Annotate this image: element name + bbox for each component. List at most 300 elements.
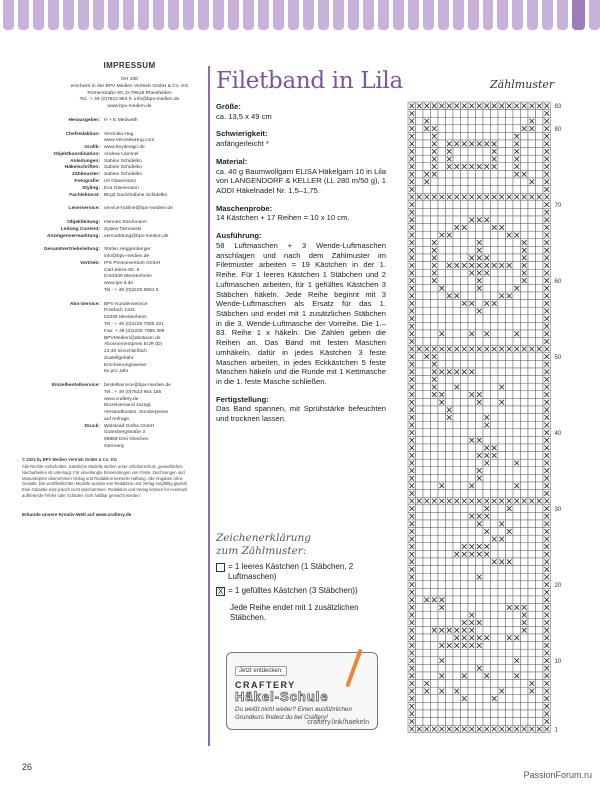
chart-cell	[483, 110, 491, 118]
chart-cell	[446, 550, 454, 558]
chart-cell	[506, 277, 514, 285]
chart-cell	[453, 376, 461, 384]
chart-cell	[506, 695, 514, 703]
chart-cell	[521, 649, 529, 657]
chart-cell	[521, 558, 529, 566]
chart-cell	[521, 444, 529, 452]
chart-cell	[416, 163, 424, 171]
chart-cell	[416, 490, 424, 498]
chart-cell	[528, 482, 536, 490]
chart-cell	[536, 664, 544, 672]
chart-cell	[528, 649, 536, 657]
chart-cell	[528, 300, 536, 308]
chart-cell	[536, 429, 544, 437]
credit-label: Zählmuster:	[72, 172, 100, 178]
chart-cell	[491, 277, 499, 285]
chart-cell	[453, 664, 461, 672]
chart-cell	[446, 588, 454, 596]
chart-cell	[461, 148, 469, 156]
chart-cell	[491, 505, 499, 513]
chart-cell	[423, 520, 431, 528]
chart-cell	[446, 695, 454, 703]
chart-cell	[513, 292, 521, 300]
chart-cell	[446, 383, 454, 391]
chart-cell	[438, 459, 446, 467]
chart-cell	[536, 588, 544, 596]
chart-cell	[446, 178, 454, 186]
chart-cell	[431, 284, 439, 292]
chart-cell	[521, 528, 529, 536]
chart-cell	[521, 588, 529, 596]
chart-cell	[513, 398, 521, 406]
chart-cell	[483, 482, 491, 490]
chart-cell	[528, 718, 536, 726]
chart-cell	[416, 315, 424, 323]
chart-cell	[476, 588, 484, 596]
chart-cell	[431, 482, 439, 490]
chart-cell	[423, 421, 431, 429]
credit-row	[22, 118, 197, 125]
chart-cell	[483, 718, 491, 726]
chart-cell	[453, 353, 461, 361]
chart-cell	[453, 573, 461, 581]
chart-cell	[461, 284, 469, 292]
chart-cell	[453, 186, 461, 194]
chart-cell	[438, 406, 446, 414]
chart-cell	[446, 338, 454, 346]
chart-cell	[461, 581, 469, 589]
credit-label: Einzelbestellservice:	[51, 383, 100, 389]
chart-cell	[521, 148, 529, 156]
chart-cell	[446, 117, 454, 125]
chart-cell	[521, 718, 529, 726]
chart-cell	[476, 528, 484, 536]
chart-cell	[498, 680, 506, 688]
chart-cell	[521, 360, 529, 368]
legend-heading-1: Zeichenerklärung	[216, 532, 311, 544]
chart-cell	[453, 269, 461, 277]
chart-cell	[528, 330, 536, 338]
chart-cell	[423, 414, 431, 422]
tab-marker	[123, 0, 134, 30]
chart-cell	[506, 360, 514, 368]
chart-cell	[438, 634, 446, 642]
chart-cell	[483, 125, 491, 133]
chart-cell	[416, 246, 424, 254]
chart-cell	[483, 535, 491, 543]
chart-cell	[491, 398, 499, 406]
chart-cell	[431, 672, 439, 680]
chart-cell	[468, 710, 476, 718]
credit-row	[22, 206, 197, 213]
chart-cell	[453, 201, 461, 209]
chart-cell	[431, 695, 439, 703]
chart-cell	[438, 178, 446, 186]
tab-marker	[93, 0, 104, 30]
chart-cell	[506, 642, 514, 650]
chart-cell	[536, 170, 544, 178]
credit-row	[22, 444, 197, 451]
row-label: 50	[554, 354, 562, 361]
chart-cell	[476, 376, 484, 384]
credit-row	[22, 254, 197, 261]
chart-cell	[476, 444, 484, 452]
credit-row	[22, 315, 197, 322]
chart-cell	[536, 178, 544, 186]
chart-cell	[461, 558, 469, 566]
chart-cell	[513, 588, 521, 596]
chart-cell	[416, 224, 424, 232]
chart-cell	[513, 186, 521, 194]
credit-row	[22, 349, 197, 356]
chart-cell	[491, 110, 499, 118]
credit-label	[22, 308, 104, 315]
chart-cell	[416, 239, 424, 247]
chart-cell	[513, 383, 521, 391]
chart-cell	[468, 573, 476, 581]
credit-label: Häkelschriften:	[64, 165, 100, 171]
legend-empty-cell: = 1 leeres Kästchen (1 Stäbchen, 2 Luftmaschen)	[216, 562, 386, 582]
chart-cell	[513, 315, 521, 323]
chart-cell	[528, 664, 536, 672]
chart-cell	[491, 383, 499, 391]
chart-cell	[423, 566, 431, 574]
chart-cell	[521, 391, 529, 399]
chart-cell	[453, 148, 461, 156]
chart-cell	[528, 535, 536, 543]
chart-title: Zählmuster	[490, 78, 555, 91]
chart-cell	[423, 490, 431, 498]
chart-cell	[468, 672, 476, 680]
credit-row	[22, 356, 197, 363]
chart-cell	[521, 163, 529, 171]
chart-cell	[491, 436, 499, 444]
chart-cell	[536, 148, 544, 156]
chart-cell	[438, 239, 446, 247]
chart-cell	[423, 550, 431, 558]
chart-cell	[528, 710, 536, 718]
chart-cell	[453, 170, 461, 178]
chart-cell	[536, 619, 544, 627]
chart-cell	[513, 368, 521, 376]
chart-cell	[461, 573, 469, 581]
chart-cell	[513, 642, 521, 650]
chart-cell	[528, 155, 536, 163]
chart-cell	[453, 482, 461, 490]
chart-cell	[423, 224, 431, 232]
chart-cell	[416, 680, 424, 688]
chart-cell	[453, 596, 461, 604]
chart-cell	[506, 269, 514, 277]
chart-cell	[446, 421, 454, 429]
chart-cell	[438, 140, 446, 148]
chart-cell	[416, 619, 424, 627]
credits-management	[22, 220, 197, 240]
chart-cell	[513, 505, 521, 513]
chart-cell	[446, 596, 454, 604]
chart-cell	[536, 201, 544, 209]
chart-cell	[446, 490, 454, 498]
chart-cell	[438, 376, 446, 384]
chart-cell	[513, 710, 521, 718]
chart-cell	[506, 429, 514, 437]
chart-cell	[461, 110, 469, 118]
chart-cell	[416, 284, 424, 292]
chart-cell	[491, 216, 499, 224]
chart-cell	[506, 702, 514, 710]
chart-cell	[476, 429, 484, 437]
credit-value: Fax: + 49 (0)2225 7085 399	[104, 328, 165, 334]
chart-cell	[453, 528, 461, 536]
chart-cell	[431, 117, 439, 125]
chart-cell	[476, 672, 484, 680]
chart-cell	[446, 208, 454, 216]
chart-cell	[416, 467, 424, 475]
chart-cell	[438, 421, 446, 429]
chart-cell	[521, 383, 529, 391]
chart-cell	[416, 626, 424, 634]
credit-value: Stefan Heggenberger	[104, 247, 151, 253]
chart-cell	[423, 163, 431, 171]
chart-cell	[468, 687, 476, 695]
chart-cell	[506, 649, 514, 657]
chart-cell	[498, 414, 506, 422]
chart-cell	[528, 619, 536, 627]
chart-cell	[513, 550, 521, 558]
chart-cell	[498, 459, 506, 467]
chart-cell	[461, 421, 469, 429]
chart-cell	[446, 657, 454, 665]
chart-cell	[521, 512, 529, 520]
chart-cell	[438, 170, 446, 178]
chart-cell	[423, 543, 431, 551]
chart-cell	[423, 581, 431, 589]
credit-label: Objektkoordination:	[53, 151, 100, 157]
chart-cell	[521, 330, 529, 338]
chart-cell	[506, 710, 514, 718]
publisher-line: Tel.: + 49 (0)7623 964 0, info@bpv-medien.de	[79, 97, 180, 103]
chart-cell	[491, 322, 499, 330]
tab-marker	[183, 0, 194, 30]
chart-cell	[416, 398, 424, 406]
chart-cell	[536, 216, 544, 224]
chart-cell	[513, 360, 521, 368]
chart-cell	[491, 604, 499, 612]
chart-cell	[528, 360, 536, 368]
chart-cell	[528, 459, 536, 467]
chart-cell	[453, 414, 461, 422]
chart-cell	[498, 550, 506, 558]
chart-cell	[476, 132, 484, 140]
chart-cell	[423, 657, 431, 665]
tab-marker	[497, 0, 508, 30]
copyright: © 2024 by BPV Medien Vertrieb GmbH & Co. KG	[22, 456, 118, 462]
chart-cell	[506, 406, 514, 414]
credit-row	[22, 322, 197, 329]
chart-cell	[491, 482, 499, 490]
chart-cell	[476, 421, 484, 429]
credit-label	[22, 254, 104, 261]
chart-cell	[513, 125, 521, 133]
chart-cell	[513, 353, 521, 361]
chart-cell	[528, 528, 536, 536]
chart-cell	[416, 664, 424, 672]
chart-cell	[536, 125, 544, 133]
chart-cell	[528, 474, 536, 482]
chart-cell	[491, 718, 499, 726]
chart-cell	[476, 315, 484, 323]
tab-marker	[393, 0, 404, 30]
chart-cell	[446, 398, 454, 406]
chart-cell	[446, 619, 454, 627]
chart-cell	[491, 421, 499, 429]
chart-cell	[536, 269, 544, 277]
credit-label	[22, 437, 104, 444]
chart-cell	[468, 110, 476, 118]
chart-cell	[513, 269, 521, 277]
chart-cell	[438, 649, 446, 657]
tab-marker	[108, 0, 119, 30]
chart-cell	[446, 474, 454, 482]
chart-cell	[491, 307, 499, 315]
chart-cell	[423, 292, 431, 300]
chart-cell	[476, 406, 484, 414]
credit-value: Sabine Schidelko	[104, 158, 142, 164]
chart-cell	[468, 604, 476, 612]
chart-cell	[416, 307, 424, 315]
ad-link[interactable]: craftery.link/haekeln	[307, 719, 369, 726]
chart-cell	[468, 581, 476, 589]
chart-cell	[521, 535, 529, 543]
chart-cell	[438, 573, 446, 581]
chart-cell	[513, 528, 521, 536]
impressum-column	[22, 60, 197, 519]
chart-cell	[438, 307, 446, 315]
chart-cell	[416, 482, 424, 490]
chart-cell	[468, 239, 476, 247]
chart-cell	[468, 353, 476, 361]
chart-cell	[431, 231, 439, 239]
chart-cell	[423, 307, 431, 315]
chart-cell	[461, 611, 469, 619]
chart-cell	[423, 231, 431, 239]
chart-cell	[453, 611, 461, 619]
credit-value: vermarktung@bpv-medien.de	[104, 233, 169, 239]
chart-cell	[468, 459, 476, 467]
chart-cell	[498, 664, 506, 672]
chart-cell	[431, 178, 439, 186]
chart-cell	[453, 702, 461, 710]
chart-cell	[521, 436, 529, 444]
craftery-ad[interactable]	[212, 652, 392, 740]
chart-cell	[506, 338, 514, 346]
chart-cell	[416, 611, 424, 619]
chart-cell	[468, 307, 476, 315]
chart-cell	[446, 110, 454, 118]
chart-cell	[498, 611, 506, 619]
chart-cell	[461, 702, 469, 710]
chart-cell	[483, 315, 491, 323]
chart-cell	[431, 581, 439, 589]
section-body: anfängerleicht *	[216, 139, 269, 149]
chart-cell	[416, 702, 424, 710]
chart-cell	[498, 178, 506, 186]
chart-cell	[521, 353, 529, 361]
chart-cell	[528, 391, 536, 399]
chart-cell	[453, 566, 461, 574]
chart-cell	[461, 277, 469, 285]
chart-cell	[521, 376, 529, 384]
chart-cell	[491, 353, 499, 361]
chart-cell	[453, 231, 461, 239]
chart-cell	[461, 649, 469, 657]
chart-cell	[498, 110, 506, 118]
chart-cell	[453, 444, 461, 452]
chart-cell	[506, 330, 514, 338]
chart-cell	[476, 117, 484, 125]
chart-cell	[498, 254, 506, 262]
chart-cell	[468, 186, 476, 194]
chart-cell	[513, 224, 521, 232]
chart-cell	[446, 467, 454, 475]
chart-cell	[506, 307, 514, 315]
chart-cell	[521, 208, 529, 216]
chart-cell	[461, 170, 469, 178]
chart-cell	[491, 292, 499, 300]
chart-cell	[453, 512, 461, 520]
chart-cell	[506, 718, 514, 726]
legend-heading-2: zum Zählmuster:	[216, 545, 307, 558]
chart-cell	[536, 528, 544, 536]
chart-cell	[438, 277, 446, 285]
issue-number: DH 180	[121, 77, 138, 83]
chart-cell	[438, 710, 446, 718]
chart-cell	[468, 429, 476, 437]
credit-label	[22, 403, 104, 410]
chart-cell	[491, 467, 499, 475]
chart-cell	[423, 573, 431, 581]
chart-cell	[416, 216, 424, 224]
chart-cell	[438, 414, 446, 422]
chart-cell	[536, 262, 544, 270]
chart-cell	[416, 376, 424, 384]
credit-value: Sabine Schidelko	[104, 165, 142, 171]
chart-cell	[438, 436, 446, 444]
chart-cell	[446, 528, 454, 536]
credit-label	[22, 268, 104, 275]
chart-cell	[438, 550, 446, 558]
chart-cell	[536, 277, 544, 285]
chart-cell	[423, 246, 431, 254]
chart-cell	[506, 368, 514, 376]
chart-cell	[468, 292, 476, 300]
chart-cell	[506, 224, 514, 232]
chart-cell	[506, 178, 514, 186]
chart-cell	[468, 315, 476, 323]
chart-cell	[491, 269, 499, 277]
chart-cell	[431, 186, 439, 194]
chart-cell	[491, 360, 499, 368]
chart-cell	[446, 376, 454, 384]
chart-cell	[453, 155, 461, 163]
chart-cell	[528, 550, 536, 558]
chart-cell	[528, 436, 536, 444]
chart-cell	[491, 626, 499, 634]
chart-cell	[521, 566, 529, 574]
chart-cell	[416, 231, 424, 239]
chart-cell	[423, 695, 431, 703]
chart-cell	[513, 680, 521, 688]
